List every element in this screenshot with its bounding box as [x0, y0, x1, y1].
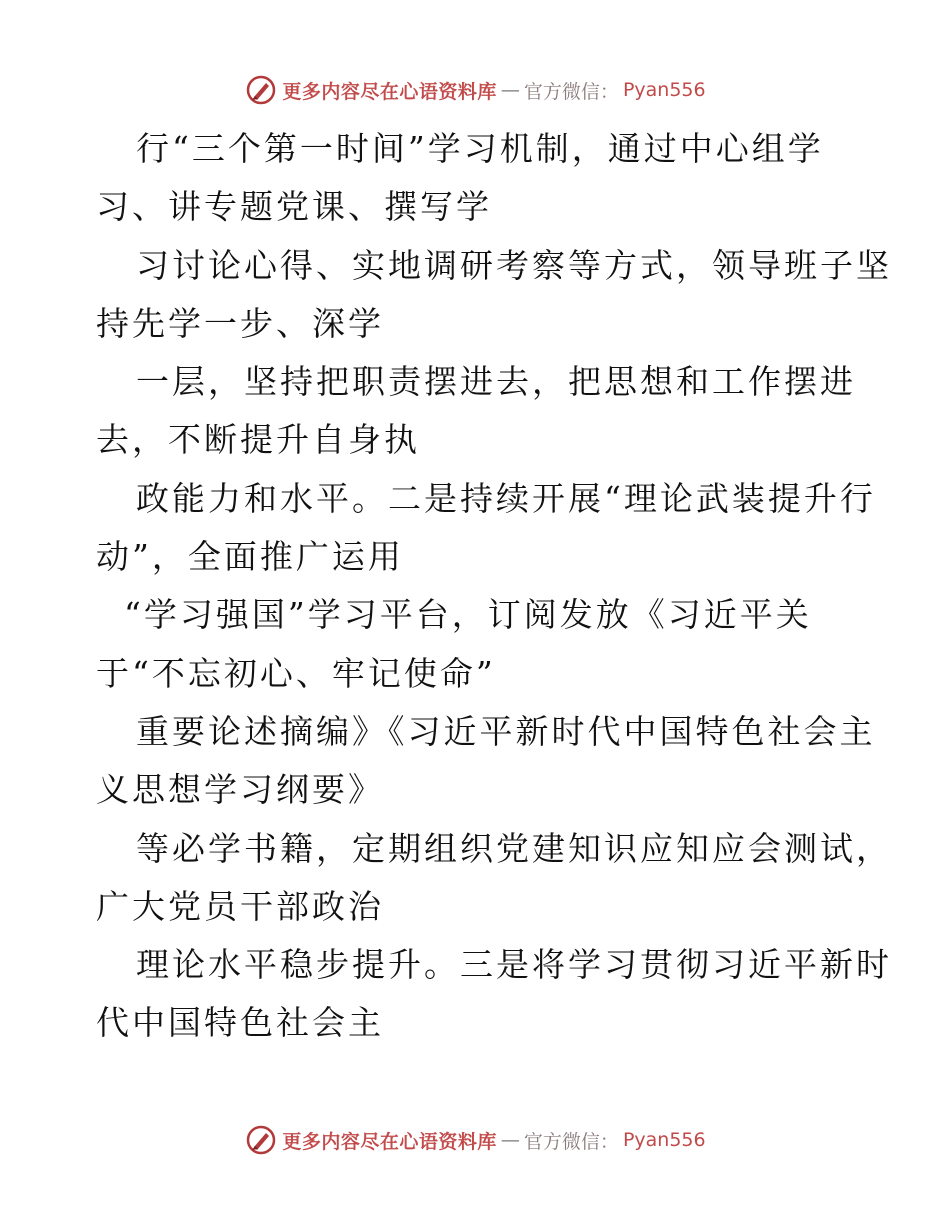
- paragraph: [96, 237, 892, 354]
- header-watermark: [0, 70, 950, 110]
- paragraph-line: 理论水平稳步提升。三是将学习贯彻习近平新时: [136, 945, 892, 985]
- paragraph-line: 重要论述摘编》《习近平新时代中国特色社会主: [136, 711, 876, 751]
- body-text: [96, 120, 892, 1053]
- footer-watermark: [0, 1120, 950, 1160]
- paragraph: [96, 703, 876, 820]
- watermark-brand: 更多内容尽在心语资料库: [282, 1130, 497, 1153]
- watermark-wechat-label: 官方微信：: [523, 1130, 619, 1153]
- paragraph-line: 去，不断提升自身执: [96, 420, 420, 460]
- paragraph-line: 等必学书籍，定期组织党建知识应知应会测试，: [136, 828, 892, 868]
- paragraph: [96, 120, 876, 237]
- paragraph-line: 一层，坚持把职责摆进去，把思想和工作摆进: [136, 362, 856, 402]
- paragraph-line: 义思想学习纲要》: [96, 770, 384, 810]
- paragraph-line: 动”，全面推广运用: [96, 537, 404, 577]
- paragraph: [96, 936, 892, 1053]
- paragraph-line: 行“三个第一时间”学习机制，通过中心组学: [136, 129, 824, 168]
- paragraph-line: 习、讲专题党课、撰写学: [96, 187, 492, 227]
- watermark-dash: —: [500, 79, 520, 101]
- paragraph-line: 持先学一步、深学: [96, 303, 384, 343]
- paragraph-line: “学习强国”学习平台，订阅发放《习近平关: [124, 595, 812, 635]
- paragraph: [96, 353, 876, 470]
- pen-nib-logo-icon: [244, 1123, 278, 1157]
- paragraph: [96, 470, 876, 587]
- paragraph-line: 习讨论心得、实地调研考察等方式，领导班子坚: [136, 245, 892, 285]
- watermark-wechat-id: Pyan556: [622, 79, 706, 101]
- watermark-wechat-id: Pyan556: [622, 1129, 706, 1151]
- paragraph-line: 政能力和水平。二是持续开展“理论武装提升行: [136, 478, 876, 518]
- watermark-brand: 更多内容尽在心语资料库: [282, 80, 497, 103]
- paragraph-line: 代中国特色社会主: [96, 1003, 384, 1043]
- paragraph-line: 广大党员干部政治: [96, 886, 384, 926]
- paragraph: [96, 586, 876, 703]
- paragraph: [96, 820, 892, 937]
- pen-nib-logo-icon: [244, 73, 278, 107]
- watermark-wechat-label: 官方微信：: [523, 80, 619, 103]
- watermark-dash: —: [500, 1129, 520, 1151]
- paragraph-line: 于“不忘初心、牢记使命”: [96, 653, 496, 693]
